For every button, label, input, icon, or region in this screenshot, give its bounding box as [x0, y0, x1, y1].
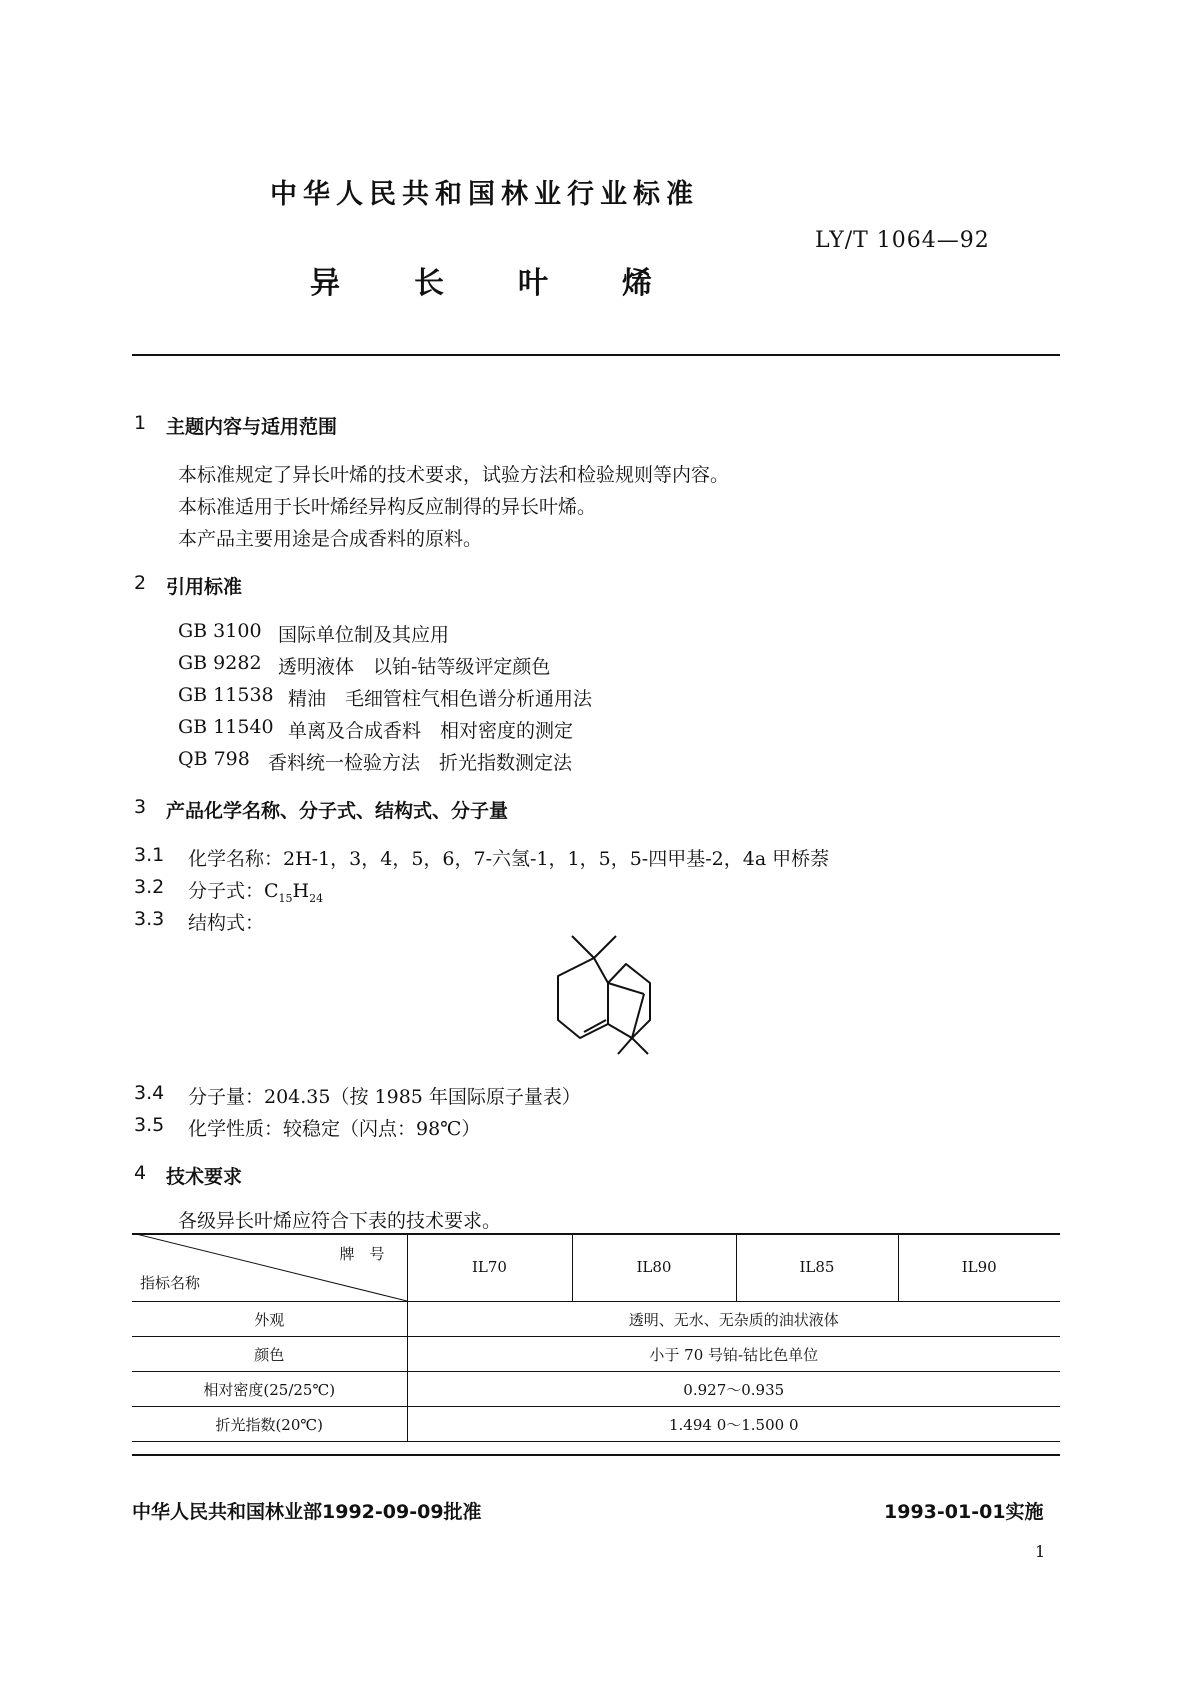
page-number: 1: [1035, 1542, 1046, 1561]
reference-code: QB 798: [178, 748, 250, 770]
table-row: [132, 1337, 1060, 1372]
reference-code: GB 11538: [178, 684, 274, 706]
product-title-char: 长: [414, 266, 444, 301]
reference-title: 国际单位制及其应用: [278, 624, 450, 646]
product-title-char: 烯: [622, 266, 652, 301]
index-name: 颜色: [132, 1337, 407, 1372]
formula-subscript: 15: [278, 891, 293, 905]
section-number: 4: [134, 1162, 147, 1184]
issuer-title: 中华人民共和国林业行业标准: [270, 179, 699, 210]
table-row: [132, 1407, 1060, 1442]
methyl-bond: [618, 1038, 632, 1054]
index-value: 透明、无水、无杂质的油状液体: [407, 1302, 1060, 1337]
subsection-number: 3.4: [134, 1082, 165, 1104]
index-name: 相对密度(25/25℃): [132, 1372, 407, 1407]
left-ring: [558, 958, 608, 1038]
reference-title: 透明液体 以铂-钴等级评定颜色: [278, 656, 551, 678]
index-value: 小于 70 号铂-钴比色单位: [407, 1337, 1060, 1372]
effective-date: 1993-01-01实施: [884, 1501, 1044, 1523]
technical-requirements-table: [132, 1233, 1060, 1442]
index-name: 外观: [132, 1302, 407, 1337]
section-title: 引用标准: [166, 576, 243, 598]
table-header-row: [132, 1233, 1060, 1302]
chemical-name: 化学名称：2H-1，3，4，5，6，7-六氢-1，1，5，5-四甲基-2，4a 甲桥萘: [188, 848, 830, 870]
approval-note: 中华人民共和国林业部1992-09-09批准: [132, 1501, 482, 1523]
grade-header: IL90: [898, 1233, 1060, 1302]
table-bottom-rule: [132, 1454, 1060, 1456]
paragraph: 各级异长叶烯应符合下表的技术要求。: [178, 1210, 502, 1232]
paragraph: 本标准适用于长叶烯经异构反应制得的异长叶烯。: [178, 496, 597, 518]
section-title: 技术要求: [166, 1166, 243, 1188]
section-number: 3: [134, 796, 147, 818]
standard-code: LY/T 1064—92: [815, 228, 990, 253]
table-row: [132, 1302, 1060, 1337]
bridge-bond: [608, 983, 644, 994]
index-value: 0.927～0.935: [407, 1372, 1060, 1407]
corner-label-grade: 牌 号: [339, 1245, 385, 1263]
grade-header: IL70: [407, 1233, 572, 1302]
header-divider: [132, 354, 1060, 356]
right-ring: [608, 964, 650, 1038]
paragraph: 本标准规定了异长叶烯的技术要求，试验方法和检验规则等内容。: [178, 464, 730, 486]
paragraph: 本产品主要用途是合成香料的原料。: [178, 528, 483, 550]
structure-label: 结构式：: [188, 912, 265, 934]
reference-code: GB 3100: [178, 620, 262, 642]
molecular-weight: 分子量：204.35（按 1985 年国际原子量表）: [188, 1086, 581, 1108]
product-title-char: 异: [310, 266, 340, 301]
methyl-bond: [632, 1038, 648, 1054]
index-name: 折光指数(20℃): [132, 1407, 407, 1442]
methyl-bond: [572, 936, 594, 958]
reference-title: 单离及合成香料 相对密度的测定: [288, 720, 574, 742]
reference-code: GB 9282: [178, 652, 262, 674]
corner-label-index: 指标名称: [140, 1274, 201, 1292]
index-value: 1.494 0～1.500 0: [407, 1407, 1060, 1442]
grade-header: IL80: [572, 1233, 736, 1302]
structural-formula: [548, 928, 668, 1058]
product-title-char: 叶: [518, 266, 548, 301]
molecular-formula: [188, 876, 323, 905]
formula-subscript: 24: [309, 891, 324, 905]
table-corner-cell: [132, 1233, 407, 1302]
subsection-number: 3.5: [134, 1114, 165, 1136]
section-title: 主题内容与适用范围: [166, 416, 338, 438]
reference-title: 香料统一检验方法 折光指数测定法: [268, 752, 573, 774]
methyl-bond: [594, 936, 616, 958]
subsection-number: 3.2: [134, 876, 165, 898]
subsection-number: 3.3: [134, 908, 165, 930]
chemical-property: 化学性质：较稳定（闪点：98℃）: [188, 1118, 481, 1140]
reference-code: GB 11540: [178, 716, 274, 738]
section-number: 2: [134, 572, 147, 594]
formula-label: 分子式：C: [188, 880, 279, 902]
section-title: 产品化学名称、分子式、结构式、分子量: [166, 800, 509, 822]
table-row: [132, 1372, 1060, 1407]
formula-element: H: [292, 880, 310, 902]
subsection-number: 3.1: [134, 844, 165, 866]
reference-title: 精油 毛细管柱气相色谱分析通用法: [288, 688, 593, 710]
grade-header: IL85: [736, 1233, 898, 1302]
section-number: 1: [134, 412, 147, 434]
